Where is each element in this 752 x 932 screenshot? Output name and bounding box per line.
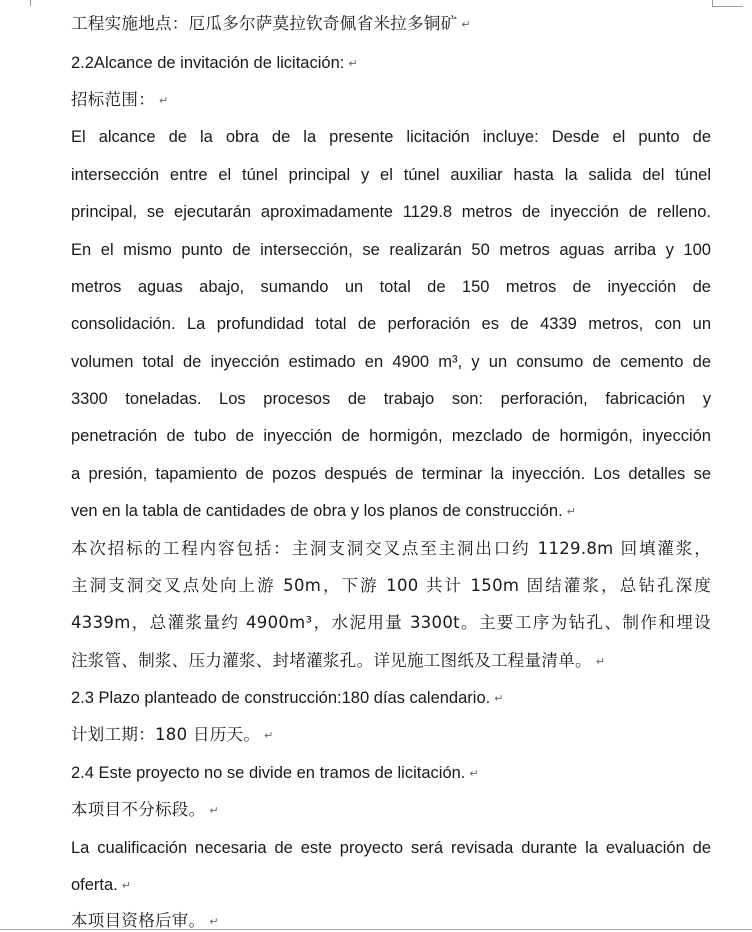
- crop-mark-top-left: [30, 0, 31, 6]
- text-line: 4339m，总灌浆量约 4900m³，水泥用量 3300t。主要工序为钻孔、制作和埋设: [71, 613, 711, 632]
- text-line: intersección entre el túnel principal y el túnel auxiliar hasta la salida del túnel: [71, 166, 711, 184]
- text-line: 注浆管、制浆、压力灌浆、封堵灌浆孔。详见施工图纸及工程量清单。 ↵: [71, 651, 606, 670]
- text-line: consolidación. La profundidad total de perforación es de 4339 metros, con un: [71, 315, 711, 333]
- paragraph-mark-icon: ↵: [264, 729, 274, 742]
- text-line: principal, se ejecutarán aproximadamente 1129.8 metros de inyección de relleno.: [71, 203, 711, 221]
- text-line: 招标范围： ↵: [71, 90, 169, 109]
- section-heading: 2.4 Este proyecto no se divide en tramos de licitación. ↵: [71, 764, 479, 782]
- section-heading: 2.3 Plazo planteado de construcción:180 días calendario. ↵: [71, 689, 504, 707]
- paragraph-mark-icon: ↵: [595, 655, 606, 668]
- paragraph-mark-icon: ↵: [469, 767, 479, 780]
- text-line: El alcance de la obra de la presente licitación incluye: Desde el punto de: [71, 128, 711, 146]
- section-heading: 2.2Alcance de invitación de licitación: ↵: [71, 54, 358, 72]
- text-line: a presión, tapamiento de pozos después de terminar la inyección. Los detalles se: [71, 465, 711, 483]
- text-line: metros aguas abajo, sumando un total de 150 metros de inyección de: [71, 278, 711, 296]
- paragraph-mark-icon: ↵: [209, 804, 219, 817]
- text-line: 本项目不分标段。 ↵: [71, 800, 219, 819]
- text-line: ven en la tabla de cantidades de obra y los planos de construcción. ↵: [71, 502, 576, 520]
- paragraph-mark-icon: ↵: [494, 692, 504, 705]
- text-line: volumen total de inyección estimado en 4900 m³, y un consumo de cemento de: [71, 353, 711, 371]
- paragraph-mark-icon: ↵: [461, 18, 471, 31]
- text-line: 本次招标的工程内容包括：主洞支洞交叉点至主洞出口约 1129.8m 回填灌浆，: [71, 539, 711, 558]
- text-line: oferta. ↵: [71, 876, 131, 894]
- text-line: La cualificación necesaria de este proyecto será revisada durante la evaluación de: [71, 839, 711, 857]
- text-line: 3300 toneladas. Los procesos de trabajo son: perforación, fabricación y: [71, 390, 711, 408]
- paragraph-mark-icon: ↵: [159, 94, 169, 107]
- text-line: 工程实施地点：厄瓜多尔萨莫拉钦奇佩省米拉多铜矿 ↵: [71, 14, 471, 33]
- paragraph-mark-icon: ↵: [348, 57, 358, 70]
- paragraph-mark-icon: ↵: [121, 879, 131, 892]
- text-line: 本项目资格后审。 ↵: [71, 911, 219, 930]
- page-bottom-edge: [0, 929, 752, 930]
- text-line: 计划工期：180 日历天。 ↵: [71, 725, 274, 744]
- crop-mark-top-right: [712, 0, 743, 7]
- paragraph-mark-icon: ↵: [566, 505, 576, 518]
- text-line: En el mismo punto de intersección, se realizarán 50 metros aguas arriba y 100: [71, 241, 711, 259]
- text-line: 主洞支洞交叉点处向上游 50m，下游 100 共计 150m 固结灌浆，总钻孔深度: [71, 576, 711, 595]
- paragraph-mark-icon: ↵: [209, 915, 219, 928]
- text-line: penetración de tubo de inyección de hormigón, mezclado de hormigón, inyección: [71, 427, 711, 445]
